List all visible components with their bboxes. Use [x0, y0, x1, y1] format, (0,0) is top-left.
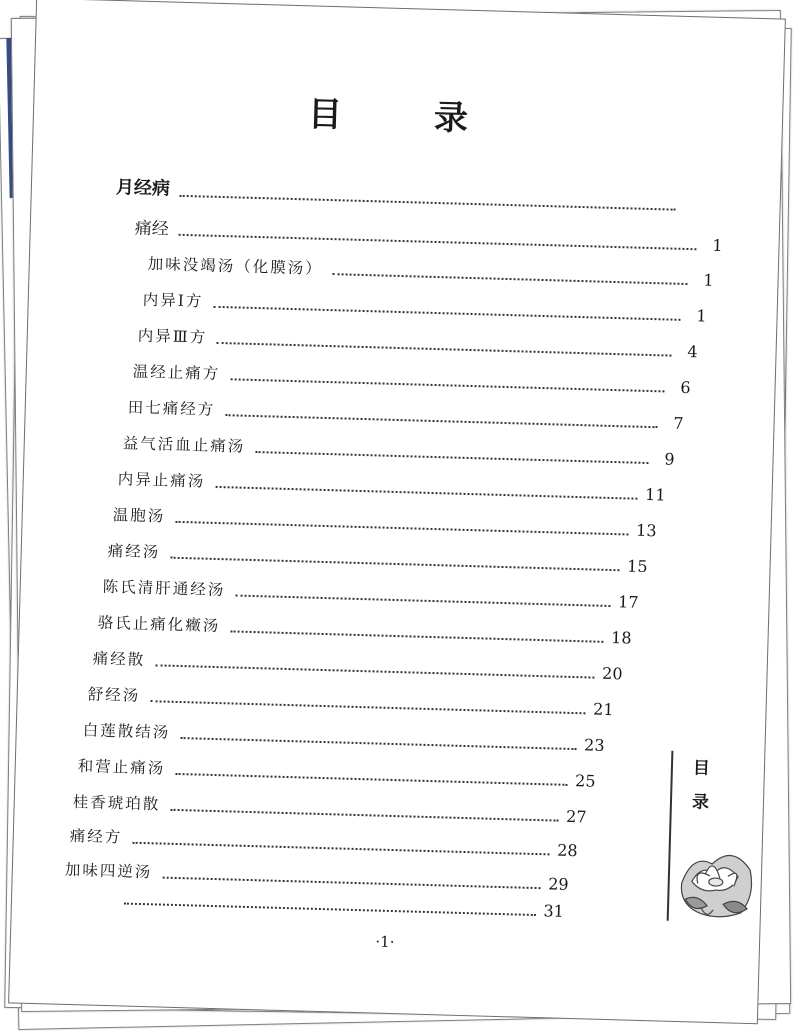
toc-entry-page: 28	[556, 840, 578, 861]
dot-leader	[230, 630, 603, 642]
side-tab-label	[692, 751, 714, 820]
toc-entry-page: 4	[687, 342, 698, 362]
toc-entry-label: 内异Ⅰ方	[142, 290, 204, 311]
toc-entry-label: 内异止痛汤	[117, 470, 206, 491]
toc-entry-page: 1	[712, 235, 723, 255]
toc-entry-label: 温胞汤	[112, 506, 166, 526]
toc-entry-page: 21	[592, 699, 614, 720]
toc-entry[interactable]	[102, 575, 638, 612]
dot-leader	[179, 234, 697, 250]
toc-entry[interactable]	[138, 324, 698, 362]
dot-leader	[235, 595, 610, 607]
toc-entry[interactable]	[107, 539, 647, 576]
toc-entry-label: 月经病	[115, 177, 171, 200]
toc-entry-label: 痛经汤	[107, 541, 161, 562]
toc-entry[interactable]	[116, 173, 677, 215]
toc-entry[interactable]	[123, 431, 675, 468]
toc-entry-label: 桂香琥珀散	[72, 793, 161, 814]
toc-entry-label: 骆氏止痛化癥汤	[97, 613, 221, 636]
page-title: 目 录	[307, 94, 509, 140]
toc-entry[interactable]	[87, 682, 613, 719]
toc-entry[interactable]	[118, 467, 666, 504]
toc-entry-page: 29	[548, 874, 569, 894]
toc-entry-label: 舒经汤	[87, 685, 141, 705]
dot-leader	[180, 737, 576, 750]
dot-leader	[225, 414, 657, 428]
toc-entry-label: 陈氏清肝通经汤	[102, 577, 226, 600]
toc-entry-label: 田七痛经方	[127, 398, 216, 419]
toc-entry-label: 白莲散结汤	[82, 721, 171, 742]
toc-page	[8, 0, 786, 1024]
toc-entry[interactable]	[148, 252, 714, 290]
toc-entry-label: 益气活血止痛汤	[122, 434, 246, 456]
toc-entry-page: 31	[543, 901, 565, 921]
toc-entry-label: 加味没竭汤（化膜汤）	[147, 254, 323, 278]
dot-leader	[230, 378, 664, 392]
lotus-illustration	[671, 823, 760, 925]
toc-entry-page: 9	[664, 449, 675, 469]
toc-entry-label: 痛经散	[92, 649, 146, 670]
toc-entry[interactable]	[124, 890, 564, 921]
toc-entry-page: 1	[703, 270, 714, 290]
toc-entry-label: 加味四逆汤	[64, 860, 153, 882]
toc-entry-page: 11	[644, 484, 666, 505]
dot-leader	[180, 195, 676, 211]
side-tab-char: 目	[692, 758, 711, 779]
dot-leader	[333, 273, 688, 285]
toc-entry-label: 痛经	[134, 218, 170, 240]
toc-entry[interactable]	[128, 395, 684, 433]
dot-leader	[213, 306, 680, 321]
dot-leader	[162, 877, 540, 890]
toc-entry-page: 1	[696, 306, 707, 326]
section-side-tab	[667, 745, 762, 927]
toc-entry[interactable]	[143, 288, 707, 326]
dot-leader	[255, 451, 648, 464]
dot-leader	[170, 557, 619, 572]
dot-leader	[124, 903, 536, 916]
toc-entry-page: 20	[601, 663, 623, 684]
toc-entry-page: 25	[574, 771, 596, 791]
toc-entry-page: 23	[583, 735, 605, 755]
dot-leader	[175, 773, 567, 786]
dot-leader	[170, 809, 558, 822]
dot-leader	[155, 664, 594, 678]
toc-entry[interactable]	[77, 754, 595, 790]
toc-entry-label: 痛经方	[69, 826, 123, 847]
toc-entry-page: 27	[565, 806, 587, 827]
toc-entry-page: 13	[635, 520, 657, 541]
toc-entry-page: 7	[673, 413, 684, 433]
toc-entry-page: 15	[626, 556, 648, 577]
dot-leader	[217, 342, 671, 357]
toc-entry[interactable]	[112, 503, 656, 540]
dot-leader	[175, 521, 628, 536]
toc-entry[interactable]	[135, 214, 723, 255]
toc-entry[interactable]	[65, 858, 569, 894]
toc-entry[interactable]	[97, 611, 631, 648]
toc-entry-page: 18	[610, 628, 632, 648]
dot-leader	[132, 842, 549, 856]
toc-entry[interactable]	[92, 647, 622, 684]
toc-entry-label: 和营止痛汤	[77, 757, 166, 778]
toc-entry-label: 温经止痛方	[132, 362, 221, 384]
toc-entry[interactable]	[133, 360, 691, 398]
toc-entry-page: 17	[617, 592, 639, 612]
toc-entry-label: 内异Ⅲ方	[137, 326, 208, 347]
toc-entry-page: 6	[680, 377, 691, 398]
toc-entry[interactable]	[72, 790, 586, 826]
side-tab-char: 录	[691, 792, 710, 813]
dot-leader	[215, 486, 637, 500]
dot-leader	[150, 700, 585, 714]
toc-entry[interactable]	[70, 824, 578, 860]
toc-entry[interactable]	[82, 718, 604, 755]
page-number-footer: ·1·	[375, 932, 395, 952]
